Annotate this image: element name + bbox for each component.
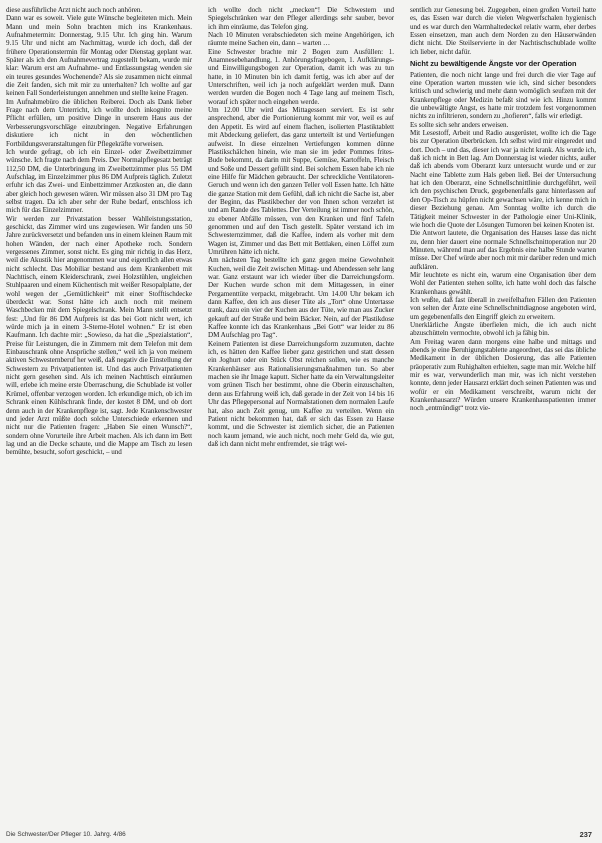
paragraph: Ich wußte, daß fast überall in zweifelhaften Fällen den Patienten von selten der Ärzte eine Schnellschnittdiagnose angeboten wird, um gegebenenfalls den Eingriff gleich zu erweitern.: [410, 295, 596, 321]
paragraph: Am Freitag waren dann morgens eine halbe und mittags und abends je eine Beruhigungstablette angeordnet, das sei das übliche Medikament in der üblichen Dosierung, das alle Patienten präoperativ zum Ruhighalten erhielten, sagte man mir. Welche hilf mir es war, verwunderlich man mir, was ich nicht verstehen konnte, denn jeder Hausarzt erklärt doch seinen Patienten was und wofür er ein Medikament verschreibt, warum nicht der Krankenhausarzt? Würden unsere Krankenhauspatienten immer noch „entmündigt“ trotz vie-: [410, 337, 596, 413]
paragraph: ich wollte doch nicht „mecken“! Die Schwestern und Spiegelschränken war den Pfleger allerdings sehr sauber, bevor ich ihm einräume, das Telefon ging.: [208, 6, 394, 31]
page-footer: [6, 830, 592, 840]
paragraph: Es sollte sich sehr anders erweisen.: [410, 120, 509, 129]
paragraph: Um 12.00 Uhr wird das Mittagessen serviert. Es ist sehr ansprechend, aber die Portionierung kommt mir vor, weil es auf den Appetit. Es wird auf einem flachen, isolierten Plastiktablett mit Abdeckung geliefert, das ganz unterteilt ist und Vertiefungen aufweist. In diese einzelnen Vertiefungen kommen dünne Plastikschälchen hinein, wie man sie im jeder Pommes frites-Bude bekommt, da darin mit Suppe, Gemüse, Kartoffeln, Fleisch und Soße und Dessert gefüllt sind. Bei solchem Essen habe ich nie eine Hilfe für Mädchen gebraucht. Der schreckliche Ventilatoren-Geruch und wenn ich den ganzen Teller voll Essen hatte. Ich hätte die ganze Station mit dem Gefühl, daß ich nicht die Sache ist, aber der Beginn, das Plastikbecher der von Ihnen schon verzehrt ist und am Rande des Tablettes. Der Verteilung ist immer noch schön, zu ebener Abfälle müssen, von den Kranken und fünf Tafeln genommen und auf den Tisch gestellt. Später verstand ich im Schwesternzimmer, daß die Kaffee, indem als vorher mit dem Wagen ist, Zimmer und das Bett mit Bettlaken, einen Löffel zum Umrühren hätte ich nicht.: [208, 106, 394, 256]
paragraph: Die Antwort lautete, die Organisation des Hauses lasse das nicht zu, denn hier dauert eine normale Schnellschnittoperation nur 20 Minuten, während man auf das Ergebnis eine halbe Stunde warten müsse. Der Chef würde aber noch mit mir darüber reden und mich aufklären.: [410, 229, 596, 271]
page-number: 237: [579, 830, 592, 839]
paragraph: Nach 10 Minuten verabschiedeten sich meine Angehörigen, ich räumte meine Sachen ein, dann – warten …: [208, 31, 394, 48]
paragraph: Eine Schwester brachte mir 2 Bogen zum Ausfüllen: 1. Anamnesebehandlung, 1. Anhörungsfragebogen, 1. Aufklärungs- und Einwilligungsbogen zur Operation, damit ich was zu tun hatte, in 10 Minuten bin ich damit fertig, was ich aber auf der Unterschriften, weil ich ja noch aufgeklärt werden muß. Dann werden wurden die Bogen noch 4 Tage lang auf meinem Tisch, worauf ich später noch eingehen werde.: [208, 47, 394, 106]
paragraph: Patienten, die noch nicht lange und frei durch die vier Tage auf eine Operation warten mussten wie ich, sind sicher besonders kritisch und schwierig und mehr dann womöglich seufzen mit der Krankenpflege oder Medizin befaßt sind wie ich. Hinzu kommt die unbewältigte Angst, es hatte mir trotzdem fest vorgenommen nichts zu infiltrieren, sondern zu „hofieren“, falls wir erledigt.: [410, 70, 596, 121]
paragraph: Am nächsten Tag bestellte ich ganz gegen meine Gewohnheit Kuchen, weil die Zeit zwischen Mittag- und Abendessen sehr lang war. Ganz erstaunt war ich wieder über die Darreichungsform. Der Kuchen wurde schon mit dem Mittagessen, in einer Pergamenttüte verpackt, mitgebracht. Um 14.00 Uhr bekam ich dann Kaffee, den ich aus dieser Tüte als „Tort“ ohne Untertasse trank, dazu ein vier der Kuchen aus der Tüte, wie man aus Zucker gekauft auf der Straße und beim Bäcker. Nein, auf der Plastikdose Kaffee konnte ich das Krankenhaus „Bei Gott“ war leider zu 86 DM Aufschlag pro Tag“.: [208, 256, 394, 340]
paragraph: diese ausführliche Arzt nicht auch noch anhören.: [6, 6, 143, 14]
paragraph: Keinem Patienten ist diese Darreichungsform zuzumuten, dachte ich, es hätten den Kaffee lieber ganz gestrichen und statt dessen ein Joghurt oder ein Stück Obst reichen sollen, wie es manche Krankenhäuser aus Rationalisierungsmaßnahmen tun. So aber machen sie ihr Image kaputt. Sicher hatte da ein Verwaltungsleiter vom grünen Tisch her bestimmt, ohne die Oberin einzuschalten, denn aus Erfahrung weiß ich, daß gerade in der Zeit von 14 bis 16 Uhr das Pflegepersonal auf Normalstationen dem normalen Laufe hat, also auch Zeit genug, um Kaffee zu verteilen. Wenn ein Patient nicht bekommen hat, daß er sich das Essen zu Hause kommt, und die Schwester ist ziemlich sicher, die an Patienten noch kaum jemand, wie auch nicht, noch mehr Geld da, wie gut, daß ich dann nicht mehr entfremdet, sie trägt wei-: [208, 339, 394, 448]
text-column-3: [410, 6, 596, 818]
paragraph: Mir leuchtete es nicht ein, warum eine Organisation über dem Wohl der Patienten stehen sollte, ich hatte wohl doch das falsche Krankenhaus gewählt.: [410, 270, 596, 296]
paragraph: Dann war es soweit. Viele gute Wünsche begleiteten mich. Mein Mann und mein Sohn brachten mich ins Krankenhaus. Aufnahmetermin: Donnerstag, 9.15 Uhr. Ich ging hin. Warum 9.15 Uhr und nicht am Nachmittag, wurde ich doch, daß der frühere Operationstermin für Montag oder Dienstag geplant war. Später als ich den Aufnahmevertrag zugestellt bekam, wurde mir klar: Warum erst am Aufnahme- und Entlassungstag wenden sie ein teures gesundes Wochenende? Als sie zusammen nicht einmal die Zeit fanden, sich mit mir zu unterhalten? Ich wollte auf gar keinen Fall Sonderleistungen annehmen und stellte keine Fragen.: [6, 14, 192, 98]
paragraph: Ich wurde gefragt, ob ich ein Einzel- oder Zweibettzimmer wünsche. Ich fragte nach dem Preis. Der Normalpflegesatz beträgt 112,50 DM, die Unterbringung im Zweibettzimmer plus 55 DM Aufschlag, im Einzelzimmer plus 86 DM Aufpreis täglich. Zuletzt erfuhr ich das Zwei- und Einbettzimmer Arztkosten an, die dann aber gleich hoch gewesen wären. Wir müssen also 31 DM pro Tag selbst tragen. Da ich aber sehr der Ruhe bedarf, entschloss ich mich für das Einzelzimmer.: [6, 147, 192, 215]
text-column-2: [208, 6, 394, 818]
journal-citation: Die Schwester/Der Pfleger 10. Jahrg. 4/86: [6, 831, 126, 838]
paragraph: Unerklärliche Ängste überfielen mich, die ich auch nicht abzuschütteln vermochte, obwohl ich ja fähig bin.: [410, 320, 596, 338]
paragraph: Wir werden zur Privatstation besser Wahlleistungsstation, geschickt, das Zimmer wird uns zugewiesen. Wir fanden uns 50 Jahre zurückversetzt und befanden uns in einem kleinen Raum mit hohen Wänden, der nach einer Apotheke roch. Sondern vergessenes Zimmer, sonst nicht. Es ging mir richtig in das Herz, weil die Akustik hier angenommen war und eigentlich allen etwas nicht schlecht. Das Mobiliar bestand aus dem Krankenbett mit Nachttisch, einem Kleiderschrank, zwei Holzstühlen, ungleichen Stuhlpaaren und einem Küchentisch mit weißer Resopalplatte, der wohl wegen der „Gemütlichkeit“ mit einer Stofftischdecke überdeckt war. Sonst hätte ich auch noch mit meinem Waschbecken mit dem Spiegelschrank. Mein Mann stellt entsetzt fest: „Und für 86 DM Aufpreis ist das bei Gott nicht wert, ich würde mich ja in einem 3-Sterne-Hotel wohnen.“ Er ist eben Kaufmann. Ich dachte mir: „Sowieso, da hat die „Spezialstation“, Preise für Leistungen, die in Zimmern mit dem Telefon mit dem Einbauschrank ohne Ansprüche stellen,“ weil ich ja von meinem aktiven Schwesternberuf her weiß, daß negativ die Einstellung der Schwestern zu Privatpatienten ist. Und das auch Privatpatienten nicht gern gesehen sind. Als ich meinen Nachttisch einräumen will, erlebe ich meine erste Überraschung, die Schublade ist voller Krümel, offenbar verzogen worden. Ich erkundige mich, ob ich im Schrank einen Kühlschrank finde, der kostet 8 DM, und ob dort denn auch in der Krankenpflege ist, sagt. Jede Krankenschwester und jeder Arzt müßte doch solche Unterschiede erkennen und nicht nur die Patienten fragen: „Haben Sie einen Wunsch?“, sondern ohne Vorurteile ihre Arbeit machen. Als ich dann im Bett lag und an die Decke schaute, und die Mappe am Tisch zu lesen bemühte, besucht, sofort geschickt, – und: [6, 214, 192, 457]
paragraph: Mit Lesestoff, Arbeit und Radio ausgerüstet, wollte ich die Tage bis zur Operation überbrücken. Ich selbst wird mir eingeredet und dort. Doch – und das, dieser ich war ja nicht krank. Als wurde ich, daß ich nicht in Bett lag. Am Donnerstag ist wieder nichts, außer daß ich abends vom Oberarzt kurz untersucht wurde und er zur Nacht eine Tablette zum Hals geben ließ. Bei der Untersuchung hat ich den Oberarzt, eine Schnellschnittlinie durchgeführt, weil ich den psychischen Druck, gegebenenfalls ganz hinterlassen auf den Op-Tisch zu hüpfen nicht gewachsen wäre, ich kenne mich in dieser Beziehung genau. Am Sonntag wollte ich durch die Tätigkeit meiner Schwester in der Pathologie einer Uni-Klinik, wie hoch die Quote der Lösungen Tumoren bei keinen Knoten ist.: [410, 129, 596, 229]
paragraph: Im Aufnahmebüro die üblichen Reiberei. Doch als Dank lieber Frage nach dem Unterricht, ich wollte doch inkognito meine Pflicht erfüllen, um positive Dinge in unserem Haus aus der Verbesserungsvorschläge einzubringen. Negative Erfahrungen diskutiere ich nicht in den wöchentlichen Fortbildungsveranstaltungen für Pflegekräfte vorweisen.: [6, 97, 192, 148]
section-heading: Nicht zu bewältigende Ängste vor der Operation: [410, 59, 577, 69]
paragraph: sentlich zur Genesung bei. Zugegeben, einen großen Vorteil hatte es, das Essen war durch die vielen Wegwerfschalen hygienisch und es war durch den Warmhaltedeckel relativ warm, eher derbes Essen einsetzen, man auch dem Norden zu den Häuserwänden dicht nicht. Die Steilservierte in der Nachtischschublade wollte ich lieber, nicht dafür.: [410, 6, 596, 56]
text-column-1: [6, 6, 192, 818]
